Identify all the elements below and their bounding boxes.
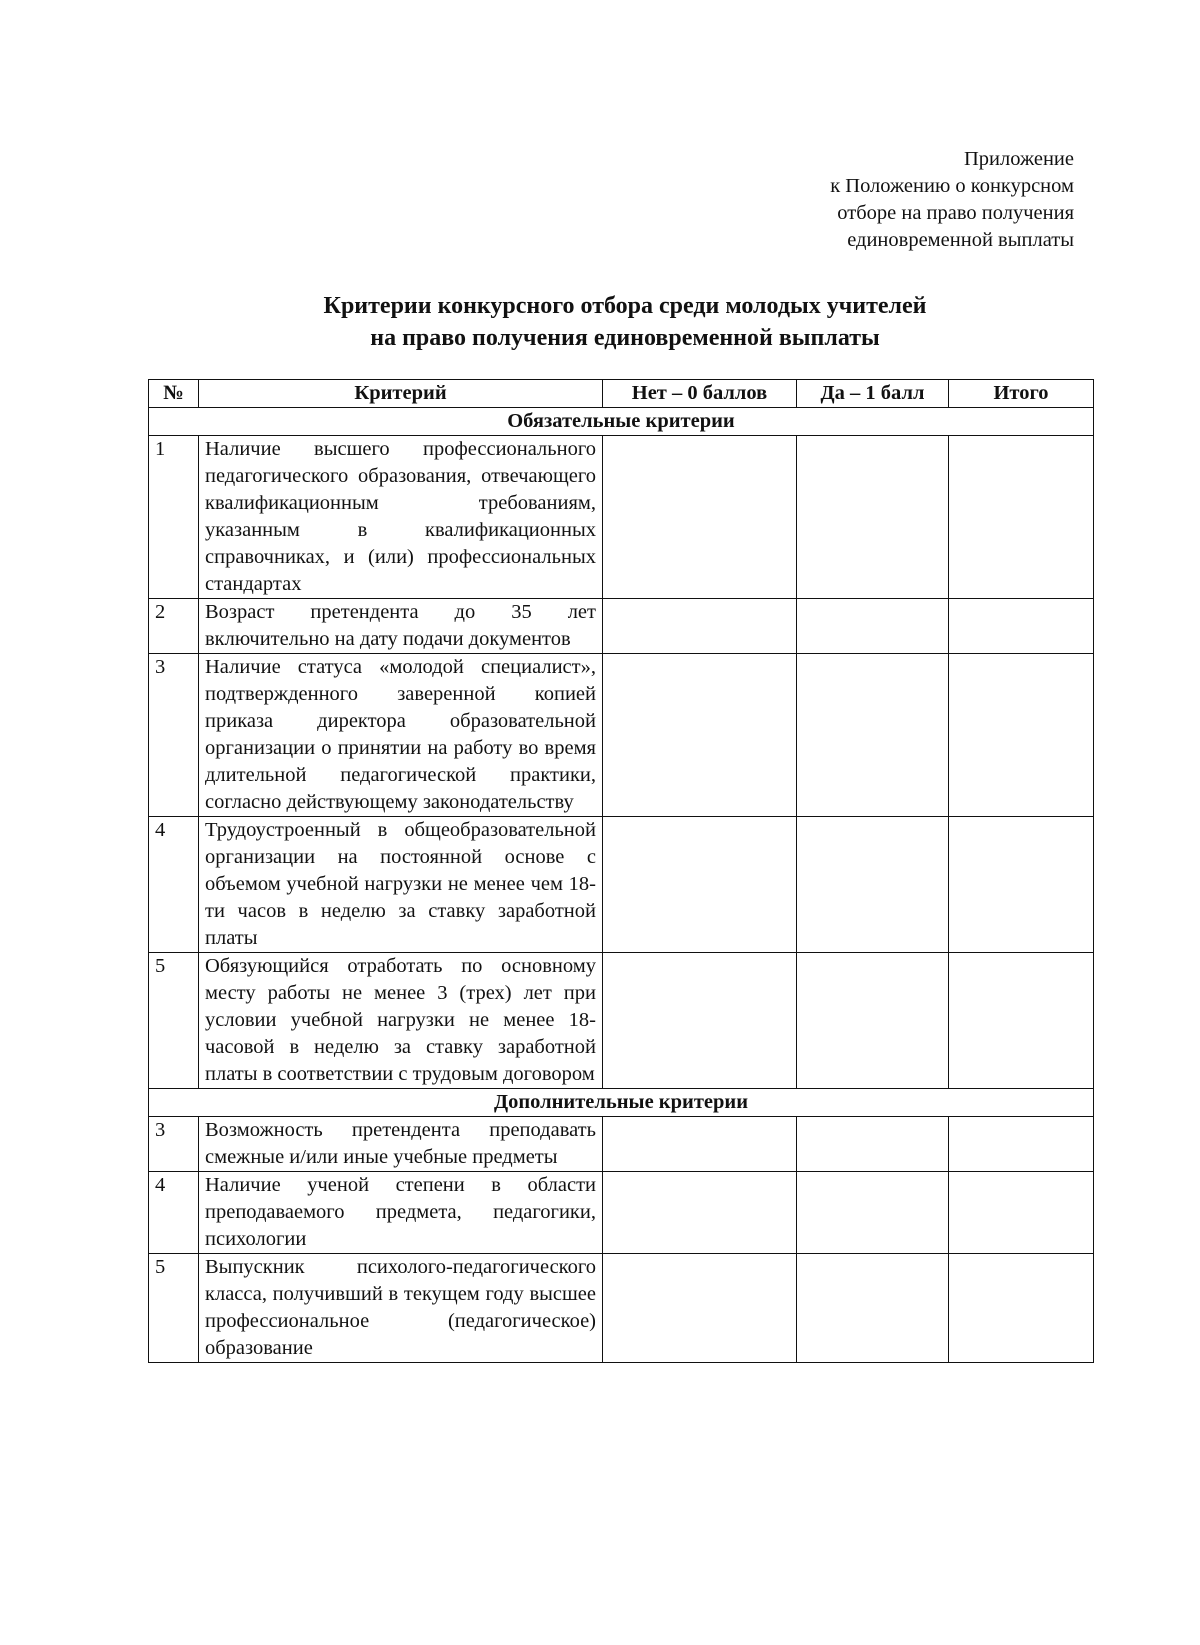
table-row: [149, 599, 1094, 654]
cell-no: [603, 1172, 797, 1254]
cell-yes: [797, 1254, 949, 1363]
cell-yes: [797, 817, 949, 953]
cell-yes: [797, 1117, 949, 1172]
row-criterion: Трудоустроенный в общеобразовательной организации на постоянной основе с объемом учебной нагрузки не менее чем 18-ти часов в неделю за ставку заработной платы: [199, 817, 603, 953]
row-number: 5: [149, 1254, 199, 1363]
cell-yes: [797, 436, 949, 599]
row-number: 5: [149, 953, 199, 1089]
section-row-mandatory: [149, 408, 1094, 436]
criteria-table: [148, 379, 1094, 1363]
cell-no: [603, 953, 797, 1089]
annex-line: единовременной выплаты: [847, 229, 1074, 251]
annex-line: к Положению о конкурсном: [830, 175, 1074, 197]
row-criterion: Наличие ученой степени в области преподаваемого предмета, педагогики, психологии: [199, 1172, 603, 1254]
cell-no: [603, 599, 797, 654]
row-number: 3: [149, 1117, 199, 1172]
row-number: 4: [149, 1172, 199, 1254]
cell-yes: [797, 1172, 949, 1254]
row-criterion: Возможность претендента преподавать смежные и/или иные учебные предметы: [199, 1117, 603, 1172]
cell-yes: [797, 654, 949, 817]
cell-total: [949, 599, 1094, 654]
cell-total: [949, 654, 1094, 817]
section-row-additional: [149, 1089, 1094, 1117]
row-criterion: Наличие статуса «молодой специалист», подтвержденного заверенной копией приказа директора образовательной организации о принятии на работу во время длительной педагогической практики, согласно действующему законодательству: [199, 654, 603, 817]
table-row: [149, 654, 1094, 817]
document-title: [150, 290, 1100, 354]
cell-total: [949, 953, 1094, 1089]
table-row: [149, 1254, 1094, 1363]
table-row: [149, 817, 1094, 953]
header-num: №: [149, 380, 199, 408]
table-header-row: [149, 380, 1094, 408]
cell-total: [949, 1117, 1094, 1172]
row-criterion: Обязующийся отработать по основному месту работы не менее 3 (трех) лет при условии учебной нагрузки не менее 18-часовой в неделю за ставку заработной платы в соответствии с трудовым договором: [199, 953, 603, 1089]
header-criterion: Критерий: [199, 380, 603, 408]
annex-line: Приложение: [963, 148, 1074, 170]
section-title: Обязательные критерии: [149, 408, 1094, 436]
cell-total: [949, 817, 1094, 953]
row-number: 2: [149, 599, 199, 654]
table-row: [149, 436, 1094, 599]
cell-no: [603, 654, 797, 817]
table-row: [149, 1117, 1094, 1172]
table-row: [149, 953, 1094, 1089]
row-criterion: Возраст претендента до 35 лет включительно на дату подачи документов: [199, 599, 603, 654]
cell-yes: [797, 953, 949, 1089]
row-criterion: Выпускник психолого-педагогического класса, получивший в текущем году высшее профессиональное (педагогическое) образование: [199, 1254, 603, 1363]
section-title: Дополнительные критерии: [149, 1089, 1094, 1117]
header-total: Итого: [949, 380, 1094, 408]
title-line-1: Критерии конкурсного отбора среди молодых учителей: [323, 293, 927, 319]
table-row: [149, 1172, 1094, 1254]
header-yes: Да – 1 балл: [797, 380, 949, 408]
cell-no: [603, 1117, 797, 1172]
cell-no: [603, 1254, 797, 1363]
annex-block: [774, 146, 1074, 254]
cell-no: [603, 436, 797, 599]
annex-line: отборе на право получения: [837, 202, 1074, 224]
row-number: 3: [149, 654, 199, 817]
cell-total: [949, 436, 1094, 599]
cell-total: [949, 1254, 1094, 1363]
cell-no: [603, 817, 797, 953]
header-no: Нет – 0 баллов: [603, 380, 797, 408]
row-number: 4: [149, 817, 199, 953]
title-line-2: на право получения единовременной выплаты: [370, 325, 880, 351]
row-number: 1: [149, 436, 199, 599]
cell-total: [949, 1172, 1094, 1254]
cell-yes: [797, 599, 949, 654]
row-criterion: Наличие высшего профессионального педагогического образования, отвечающего квалификационным требованиям, указанным в квалификационных справочниках, и (или) профессиональных стандартах: [199, 436, 603, 599]
